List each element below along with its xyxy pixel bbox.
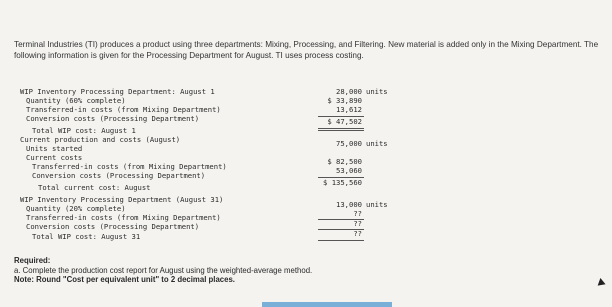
- quantity-aug31-unit: units: [366, 200, 388, 209]
- quantity-aug1-unit: units: [366, 87, 388, 96]
- line-label: Current costs: [26, 153, 83, 162]
- line-label: Quantity (20% complete): [26, 204, 126, 213]
- units-started-value: 75,000: [336, 139, 362, 148]
- total-double-rule-2: [318, 130, 364, 131]
- line-label: Conversion costs (Processing Department): [32, 171, 206, 180]
- total-double-rule: [318, 128, 364, 129]
- transferred-in-aug31-value: ??: [353, 209, 362, 218]
- line-label: Conversion costs (Processing Department): [26, 222, 200, 231]
- line-label: Current production and costs (August): [20, 135, 181, 144]
- units-started-unit: units: [366, 139, 388, 148]
- mouse-cursor-icon: [596, 277, 605, 285]
- line-label: Total current cost: August: [38, 183, 151, 192]
- transferred-in-current-value: $ 82,500: [327, 157, 362, 166]
- rounding-note: Note: Round "Cost per equivalent unit" to 2 decimal places.: [14, 275, 235, 285]
- line-label: Quantity (60% complete): [26, 96, 126, 105]
- required-section: [14, 256, 604, 285]
- required-part-a: a. Complete the production cost report for August using the weighted-average method.: [14, 265, 313, 275]
- line-label: Transferred-in costs (from Mixing Department): [26, 105, 221, 114]
- line-label: Total WIP cost: August 1: [32, 126, 136, 135]
- problem-intro: Terminal Industries (TI) produces a product using three departments: Mixing, Processing, and Filtering. New material is added only in the Mixing Department. The following information is given for the Processing Department for August. TI uses process costing.: [14, 40, 599, 60]
- line-label: WIP Inventory Processing Department (August 31): [20, 195, 224, 204]
- line-label: Conversion costs (Processing Department): [26, 114, 200, 123]
- conversion-aug31-value: ??: [353, 219, 362, 228]
- quantity-aug1-value: 28,000: [336, 87, 362, 96]
- conversion-current-value: 53,060: [336, 166, 362, 175]
- total-current-value: $ 135,560: [323, 178, 362, 187]
- line-label: Transferred-in costs (from Mixing Department): [32, 162, 227, 171]
- line-label: Total WIP cost: August 31: [32, 232, 141, 241]
- required-heading: Required:: [14, 256, 51, 265]
- quantity-aug31-value: 13,000: [336, 200, 362, 209]
- total-rule-aug31: [318, 240, 364, 241]
- line-label: WIP Inventory Processing Department: August 1: [20, 87, 215, 96]
- answer-panel-edge: [262, 302, 392, 307]
- data-table-labels: [20, 88, 310, 248]
- total-wip-aug1-value: $ 47,502: [327, 117, 362, 126]
- line-label: Units started: [26, 144, 83, 153]
- total-wip-aug31-value: ??: [353, 229, 362, 238]
- transferred-in-aug1-value: $ 33,890: [327, 96, 362, 105]
- conversion-aug1-value: 13,612: [336, 105, 362, 114]
- line-label: Transferred-in costs (from Mixing Department): [26, 213, 221, 222]
